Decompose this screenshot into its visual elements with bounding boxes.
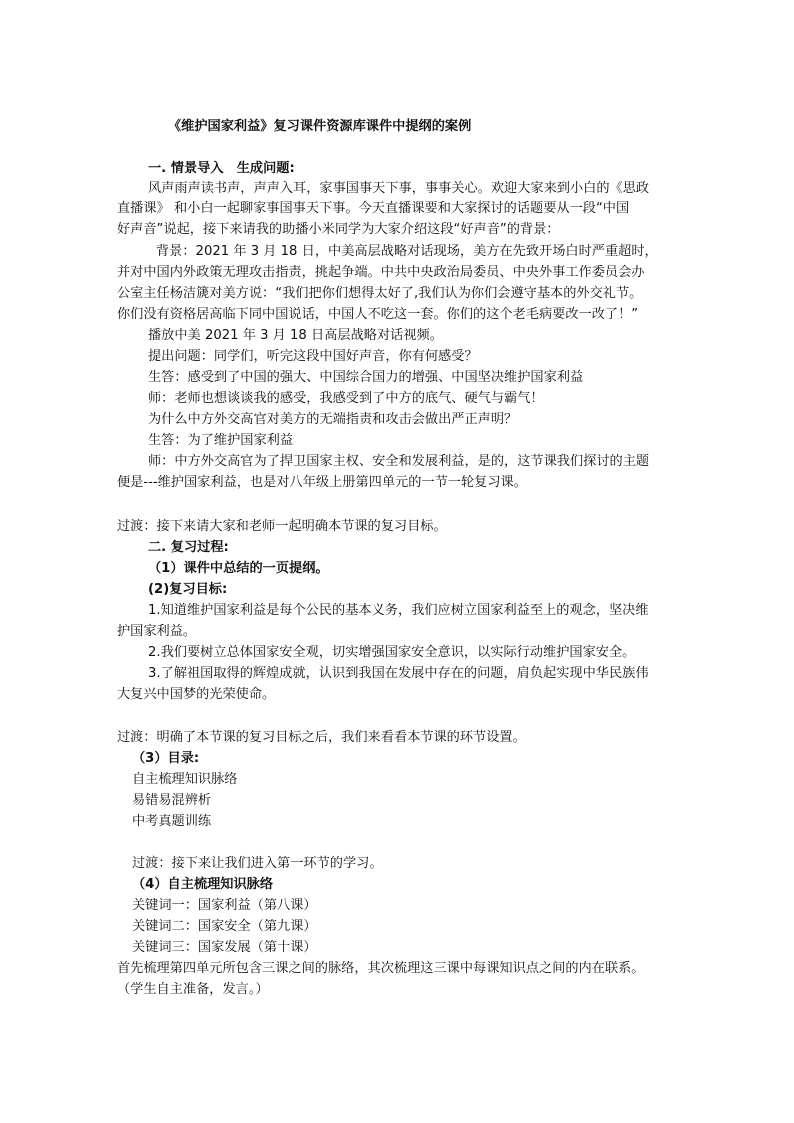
goal-item: 2.我们要树立总体国家安全观，切实增强国家安全意识，以实际行动维护国家安全。 (148, 645, 636, 660)
section-heading-intro: 一. 情景导入 生成问题: (148, 161, 295, 176)
subheading-contents: （3）目录: (132, 751, 200, 766)
paragraph-line: 风声雨声读书声，声声入耳，家事国事天下事，事事关心。欢迎大家来到小白的《思政 (148, 181, 650, 196)
paragraph-line: 为什么中方外交高官对美方的无端指责和攻击会做出严正声明？ (148, 412, 518, 427)
paragraph-line: 首先梳理第四单元所包含三课之间的脉络，其次梳理这三课中每课知识点之间的内在联系。 (117, 961, 645, 976)
paragraph-line: 生答：感受到了中国的强大、中国综合国力的增强、中国坚决维护国家利益 (148, 370, 584, 385)
keyword-item: 关键词一：国家利益（第八课） (132, 898, 317, 913)
contents-item: 易错易混辨析 (132, 793, 212, 808)
keyword-item: 关键词三：国家发展（第十课） (132, 940, 317, 955)
transition-line: 过渡：接下来让我们进入第一环节的学习。 (132, 856, 383, 871)
goal-item: 1.知道维护国家利益是每个公民的基本义务，我们应树立国家利益至上的观念，坚决维 (148, 603, 649, 618)
section-heading-review: 二. 复习过程: (148, 540, 229, 555)
paragraph-line: 公室主任杨洁篪对美方说：“我们把你们想得太好了,我们认为你们会遵守基本的外交礼节。 (117, 286, 643, 301)
paragraph-line: 你们没有资格居高临下同中国说话，中国人不吃这一套。你们的这个老毛病要改一改了！” (117, 307, 639, 322)
contents-item: 中考真题训练 (132, 814, 212, 829)
paragraph-line: 提出问题：同学们，听完这段中国好声音，你有何感受？ (148, 349, 478, 364)
paragraph-line: 便是---维护国家利益，也是对八年级上册第四单元的一节一轮复习课。 (117, 475, 527, 490)
paragraph-line: 并对中国内外政策无理攻击指责，挑起争端。中共中央政治局委员、中央外事工作委员会办 (117, 265, 645, 280)
transition-line: 过渡：明确了本节课的复习目标之后，我们来看看本节课的环节设置。 (117, 730, 526, 745)
keyword-item: 关键词二：国家安全（第九课） (132, 919, 317, 934)
goal-item: 3.了解祖国取得的辉煌成就，认识到我国在发展中存在的问题，肩负起实现中华民族伟 (148, 666, 649, 681)
goal-item-cont: 大复兴中国梦的光荣使命。 (117, 687, 276, 702)
paragraph-line: 师：老师也想谈谈我的感受，我感受到了中方的底气、硬气与霸气！ (148, 391, 544, 406)
subheading-outline: （1）课件中总结的一页提纲。 (148, 561, 329, 576)
contents-item: 自主梳理知识脉络 (132, 772, 238, 787)
paragraph-line: （学生自主准备，发言。） (117, 982, 269, 997)
paragraph-line: 好声音”说起，接下来请我的助播小米同学为大家介绍这段“好声音”的背景： (117, 222, 560, 237)
subheading-knowledge: （4）自主梳理知识脉络 (132, 877, 274, 892)
document-title: 《维护国家利益》复习课件资源库课件中提纲的案例 (168, 119, 472, 134)
paragraph-line: 直播课》 和小白一起聊家事国事天下事。今天直播课要和大家探讨的话题要从一段“中国 (117, 201, 630, 216)
transition-line: 过渡：接下来请大家和老师一起明确本节课的复习目标。 (117, 519, 447, 534)
paragraph-line: 师：中方外交高官为了捍卫国家主权、安全和发展利益，是的，这节课我们探讨的主题 (148, 454, 650, 469)
paragraph-line: 背景：2021 年 3 月 18 日，中美高层战略对话现场，美方在先致开场白时严重超时， (156, 244, 658, 259)
paragraph-line: 生答：为了维护国家利益 (148, 433, 294, 448)
goal-item-cont: 护国家利益。 (117, 624, 197, 639)
paragraph-line: 播放中美 2021 年 3 月 18 日高层战略对话视频。 (148, 328, 443, 343)
subheading-goals: (2)复习目标: (148, 582, 228, 597)
